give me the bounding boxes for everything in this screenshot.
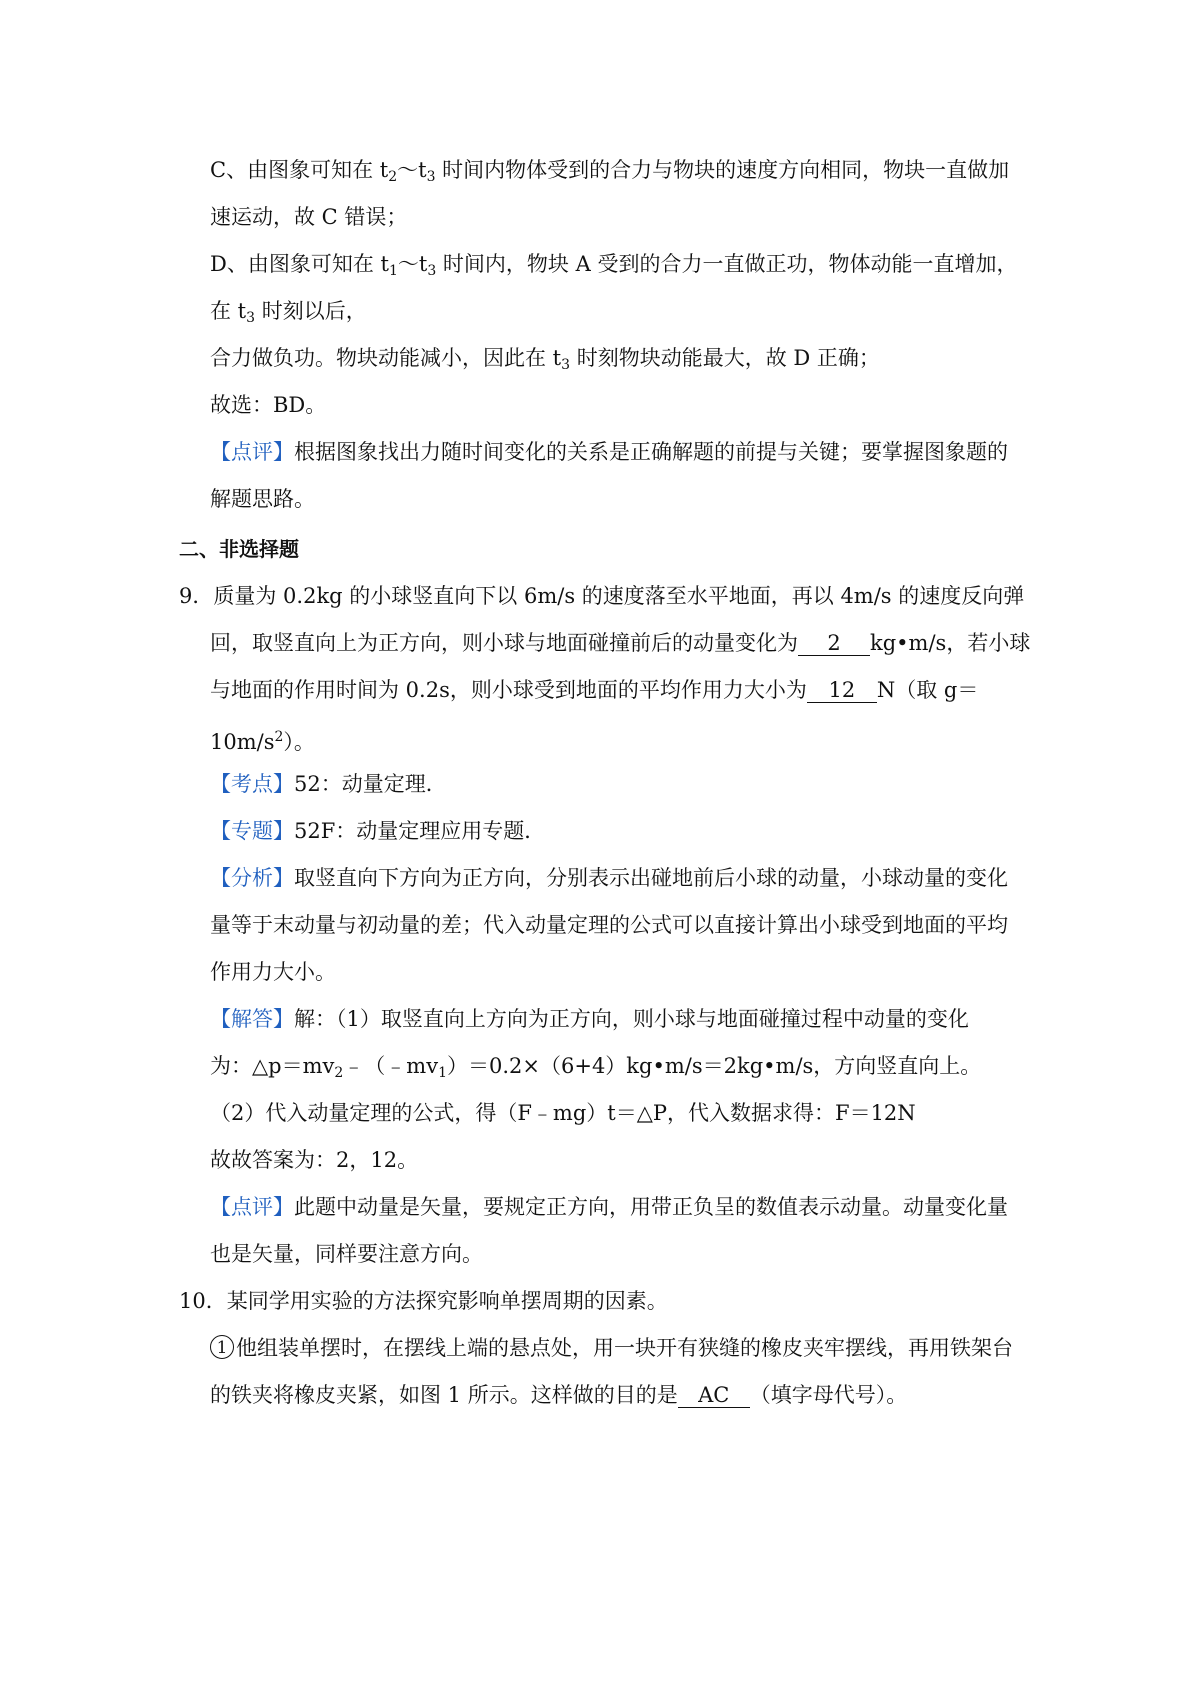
option-d-line-3: 合力做负功。物块动能减小，因此在 $t_3$ 时刻物块动能最大，故 D 正确； — [210, 346, 880, 373]
q9-zhuanti: 【专题】52F：动量定理应用专题． — [210, 819, 546, 843]
fenxi-tag: 【分析】 — [210, 866, 294, 890]
q9-answer-blank-2: 12 — [807, 678, 877, 703]
q9-dianping-line-1: 【点评】此题中动量是矢量，要规定正方向，用带正负呈的数值表示动量。动量变化量 — [210, 1195, 1008, 1219]
comment8-tag: 【点评】 — [210, 440, 294, 464]
comment8-line-2: 解题思路。 — [210, 487, 315, 511]
option-d-line-1: D、由图象可知在 $t_1\sim t_3$ 时间内，物块 A 受到的合力一直做正功，物体动能一直增加， — [210, 252, 1018, 279]
dianping-tag: 【点评】 — [210, 1195, 294, 1219]
jieda-tag: 【解答】 — [210, 1007, 294, 1031]
zhuanti-tag: 【专题】 — [210, 819, 294, 843]
q10-line-3: 的铁夹将橡皮夹紧，如图 1 所示。这样做的目的是 AC （填字母代号）。 — [210, 1383, 908, 1407]
q9-number: 9． — [179, 584, 214, 608]
q9-fenxi-line-1: 【分析】取竖直向下方向为正方向，分别表示出碰地前后小球的动量，小球动量的变化 — [210, 866, 1008, 890]
q9-jieda-line-3: （2）代入动量定理的公式，得（F﹣mg）t＝△P，代入数据求得：F＝12N — [210, 1101, 916, 1125]
q9-jieda-line-1: 【解答】解：（1）取竖直向上方向为正方向，则小球与地面碰撞过程中动量的变化 — [210, 1007, 969, 1031]
q10-number: 10． — [179, 1289, 227, 1313]
q10-line-1: 10．某同学用实验的方法探究影响单摆周期的因素。 — [179, 1289, 668, 1313]
q9-answer-blank-1: 2 — [798, 631, 870, 656]
q9-dianping-line-2: 也是矢量，同样要注意方向。 — [210, 1242, 483, 1266]
choice-line: 故选：BD。 — [210, 393, 327, 417]
section-title: 二、非选择题 — [179, 537, 299, 561]
q9-line-2: 回，取竖直向上为正方向，则小球与地面碰撞前后的动量变化为 2 kg•m/s，若小球 — [210, 631, 1031, 655]
q9-fenxi-line-3: 作用力大小。 — [210, 960, 336, 984]
circled-number-1: 1 — [210, 1335, 234, 1359]
q9-jieda-line-2: 为：$\triangle p=mv_2﹣(﹣mv_1)=0.2\times(6+4)kg•m/s=2kg•m/s$，方向竖直向上。 — [210, 1054, 982, 1081]
kaodian-tag: 【考点】 — [210, 772, 294, 796]
q9-fenxi-line-2: 量等于末动量与初动量的差；代入动量定理的公式可以直接计算出小球受到地面的平均 — [210, 913, 1008, 937]
q9-line-3: 与地面的作用时间为 0.2s，则小球受到地面的平均作用力大小为 12 N（取 g＝ — [210, 678, 979, 702]
option-c-line-1: C、由图象可知在 $t_2\sim t_3$ 时间内物体受到的合力与物块的速度方向相同，物块一直做加 — [210, 158, 1010, 185]
comment8-line-1: 【点评】根据图象找出力随时间变化的关系是正确解题的前提与关键；要掌握图象题的 — [210, 440, 1008, 464]
option-d-line-2: 在 $t_3$ 时刻以后， — [210, 299, 367, 326]
q9-answer-line: 故故答案为：2，12。 — [210, 1148, 419, 1172]
option-c-line-2: 速运动，故 C 错误； — [210, 205, 408, 229]
q10-answer-blank: AC — [678, 1383, 750, 1408]
q9-line-1: 9．质量为 0.2kg 的小球竖直向下以 6m/s 的速度落至水平地面，再以 4m/s 的速度反向弹 — [179, 584, 1025, 608]
q9-kaodian: 【考点】52：动量定理． — [210, 772, 447, 796]
q9-line-4: $10m/s^2$）。 — [210, 729, 315, 754]
q10-line-2: 1 他组装单摆时，在摆线上端的悬点处，用一块开有狭缝的橡皮夹牢摆线，再用铁架台 — [210, 1334, 1013, 1362]
